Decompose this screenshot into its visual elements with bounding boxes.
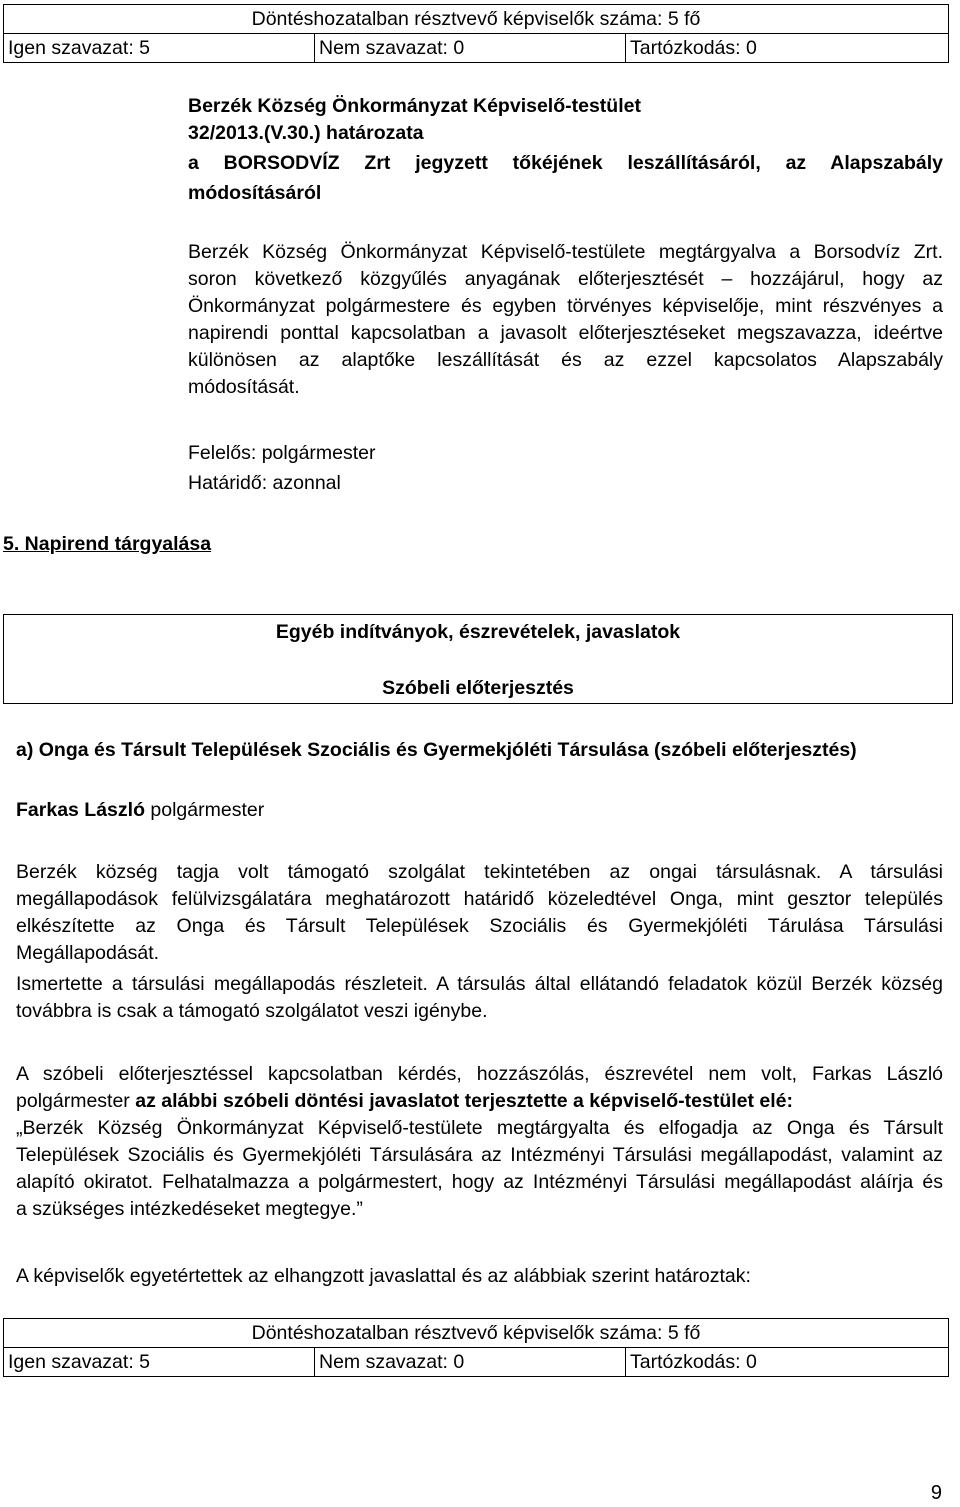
text-line: Berzék Község Önkormányzat Képviselő-testülete megtárgyalva a Borsodvíz Zrt.	[188, 241, 943, 263]
text-line: soron következő közgyűlés anyagának előterjesztését – hozzájárul, hogy az	[188, 268, 943, 290]
paragraph-1	[16, 859, 943, 967]
text-line: napirendi ponttal kapcsolatban a javasolt előterjesztéseket megszavazza, ideértve	[188, 322, 943, 344]
section-title: Egyéb indítványok, észrevételek, javaslatok	[275, 621, 681, 643]
text-line: Megállapodását.	[16, 942, 160, 964]
text-line: megállapodások felülvizsgálatára meghatározott határidő közeledtével Onga, mint gesztor település	[16, 888, 943, 910]
vote-yes: Igen szavazat: 5	[4, 34, 315, 63]
text-line: alapító okiratot. Felhatalmazza a polgármestert, hogy az Intézményi Társulási megállapodást aláírja és	[16, 1171, 943, 1193]
resolution-number: 32/2013.(V.30.) határozata	[188, 122, 424, 144]
speaker-role: polgármester	[144, 799, 265, 821]
vote-no: Nem szavazat: 0	[315, 34, 626, 63]
page-number: 9	[930, 1482, 942, 1504]
resolution-subject: a BORSODVÍZ Zrt jegyzett tőkéjének leszállításáról, az Alapszabály	[188, 152, 943, 174]
vote-table-top	[3, 4, 949, 63]
paragraph-2	[16, 971, 943, 1025]
speaker-line	[16, 797, 264, 824]
item-a-heading: a) Onga és Társult Települések Szociális és Gyermekjóléti Társulása (szóbeli előterjesztés)	[16, 739, 857, 761]
vote-abstain: Tartózkodás: 0	[626, 1348, 949, 1377]
deadline: Határidő: azonnal	[188, 472, 341, 494]
text-line: Települések Szociális és Gyermekjóléti Társulására az Intézményi Társulási megállapodást, valamint az	[16, 1144, 943, 1166]
speaker-name: Farkas László	[16, 799, 145, 821]
text-line: Berzék község tagja volt támogató szolgálat tekintetében az ongai társulásnak. A társulási	[16, 861, 943, 883]
resolution-body-title: Berzék Község Önkormányzat Képviselő-testület	[188, 95, 641, 117]
section-box	[3, 614, 953, 704]
vote-header: Döntéshozatalban résztvevő képviselők száma: 5 fő	[4, 1319, 949, 1348]
vote-no: Nem szavazat: 0	[315, 1348, 626, 1377]
resolution-subject-cont: módosításáról	[188, 182, 322, 204]
resolution-text	[188, 239, 943, 401]
text-line: Ismertette a társulási megállapodás részleteit. A társulás által ellátandó feladatok közül Berzék község	[16, 973, 943, 995]
text-run-bold: az alábbi szóbeli döntési javaslatot terjesztette a képviselő-testület elé:	[135, 1090, 794, 1112]
responsible: Felelős: polgármester	[188, 442, 376, 464]
text-line: továbbra is csak a támogató szolgálatot veszi igénybe.	[16, 1000, 488, 1022]
text-line: „Berzék Község Önkormányzat Képviselő-testülete megtárgyalta és elfogadja az Onga és Társult	[16, 1117, 943, 1139]
text-line: a szükséges intézkedéseket megtegye.”	[16, 1198, 363, 1220]
text-line	[16, 1088, 943, 1115]
text-line: Önkormányzat polgármestere és egyben törvényes képviselője, mint részvényes a	[188, 295, 943, 317]
text-run: polgármester	[16, 1090, 136, 1112]
vote-abstain: Tartózkodás: 0	[626, 34, 949, 63]
vote-table-bottom	[3, 1318, 949, 1377]
paragraph-3	[16, 1061, 943, 1223]
section-subtitle: Szóbeli előterjesztés	[382, 677, 574, 699]
conclusion: A képviselők egyetértettek az elhangzott javaslattal és az alábbiak szerint határoztak:	[16, 1265, 751, 1287]
agenda-item-heading: 5. Napirend tárgyalása	[3, 533, 212, 555]
text-line: A szóbeli előterjesztéssel kapcsolatban kérdés, hozzászólás, észrevétel nem volt, Farkas László	[16, 1063, 943, 1085]
vote-header: Döntéshozatalban résztvevő képviselők száma: 5 fő	[4, 5, 949, 34]
text-line: különösen az alaptőke leszállítását és az ezzel kapcsolatos Alapszabály	[188, 349, 943, 371]
vote-yes: Igen szavazat: 5	[4, 1348, 315, 1377]
text-line: elkészítette az Onga és Társult Települések Szociális és Gyermekjóléti Tárulása Társulási	[16, 915, 943, 937]
text-line: módosítását.	[188, 376, 300, 398]
